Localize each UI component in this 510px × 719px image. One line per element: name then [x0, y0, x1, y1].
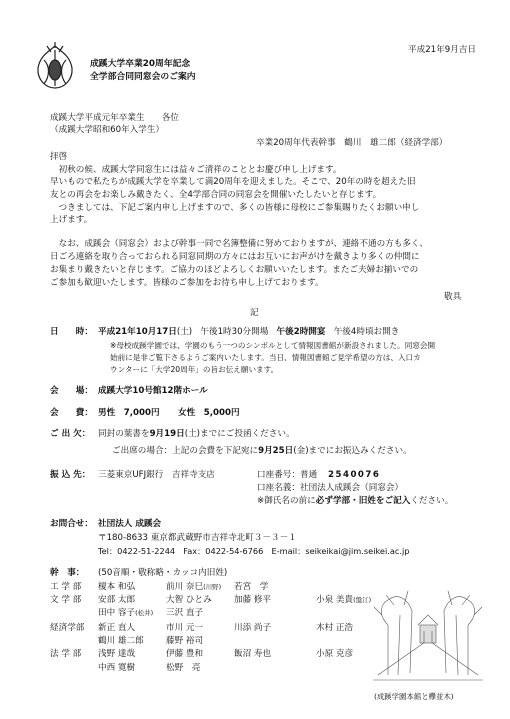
- datetime-open: 午後1時30分開場: [200, 327, 269, 337]
- organizer-name: [166, 622, 203, 634]
- ki-marker: 記: [250, 308, 259, 318]
- organizer-name: [316, 622, 353, 634]
- contact-label: お問合せ：: [50, 519, 93, 529]
- library-note-1: ※母校成蹊学園では、学園のもう一つのシンボルとして情報図書館が新設されました。同窓会開: [110, 341, 436, 350]
- para2-line2: 上げます。: [50, 215, 93, 225]
- datetime-start: 午後2時開宴: [276, 327, 326, 337]
- organizer-name-text: 中西 寛樹: [98, 663, 136, 673]
- organizer-name-text: 川添 尚子: [234, 623, 272, 633]
- transfer-note-b: 必ず学部・旧姓をご記入: [315, 496, 411, 506]
- library-note-2: 始前に是非ご覧下さるようご案内いたします。当日、情報図書館ご見学希望の方は、入口カ: [110, 353, 421, 362]
- organizer-name-text: 加藤 修平: [234, 595, 272, 605]
- organizer-name-text: 飯沼 寿也: [234, 649, 272, 659]
- recipients-line-1: 成蹊大学平成元年卒業生 各位: [50, 113, 179, 123]
- rsvp2-text-c: (金)までにお振込みください。: [293, 446, 412, 456]
- organizer-name-text: 安部 太郎: [98, 595, 136, 605]
- organizer-name: [234, 581, 268, 593]
- fee-female: 女性 5,000円: [178, 408, 240, 418]
- organizer-name: [316, 648, 353, 660]
- venue-label: 会 場：: [50, 386, 93, 396]
- para3-line3: お集まり戴きたいと存じます。ご協力のほどよろしくお願いいたします。またご夫婦お揃いでの: [50, 265, 419, 275]
- transfer-label: 振 込 先：: [50, 470, 91, 480]
- title-line-1: 成蹊大学卒業20周年記念: [90, 59, 191, 69]
- datetime-end: 午後4時頃お開き: [333, 327, 400, 337]
- organizer-name: [166, 581, 221, 593]
- datetime-label: 日 時：: [50, 327, 93, 337]
- organizers-note: (50音順・敬称略・カッコ内旧姓): [98, 568, 228, 578]
- library-note-3: ウンターに「大学20周年」の旨お伝え願います。: [110, 365, 279, 374]
- rsvp-line-1: [98, 428, 295, 440]
- title-line-2: 全学部合同同窓会のご案内: [90, 72, 196, 82]
- organizer-former-name: (松井): [135, 609, 154, 617]
- datetime-weekday: (土): [176, 327, 193, 337]
- organizers-label: 幹 事：: [50, 568, 85, 578]
- organizer-dept: 文 学 部: [50, 595, 82, 605]
- venue: 成蹊大学10号館12階ホール: [98, 386, 208, 396]
- organizer-name-text: 浅野 達哉: [98, 649, 136, 659]
- organizer-name-text: 藤野 裕司: [166, 636, 204, 646]
- transfer-note: [257, 495, 453, 507]
- organizer-name-text: 田中 容子: [98, 608, 136, 618]
- para3-line1: なお、成蹊会（同窓会）および幹事一同で名簿整備に努めておりますが、連絡不通の方も多く、: [50, 239, 428, 249]
- para1-line2: 早いもので私たちが成蹊大学を卒業して満20周年を迎えました。そこで、20年の時を超えた旧: [50, 177, 416, 187]
- contact-address: 〒180-8633 東京都武蔵野市吉祥寺北町３－３－１: [98, 533, 297, 543]
- organizer-former-name: (盤江): [353, 596, 372, 604]
- rsvp-deadline: 9月19日: [149, 429, 185, 439]
- account-number-label: 口座番号：普通: [257, 470, 318, 480]
- transfer-note-a: ※御氏名の前に: [257, 496, 316, 506]
- organizer-name: [98, 594, 135, 606]
- rsvp-label: ご 出 欠：: [50, 429, 91, 439]
- contact-org: 社団法人 成蹊会: [98, 519, 162, 529]
- organizer-dept: 法 学 部: [50, 649, 82, 659]
- organizer-name: [234, 622, 271, 634]
- contact-phone-email: Tel：0422-51-2244 Fax：0422-54-6766 E-mail：seikeikai@jim.seikei.ac.jp: [98, 546, 410, 556]
- transfer-note-c: ください。: [410, 496, 454, 506]
- organizer-name: [98, 635, 144, 647]
- illustration-caption: (成蹊学園本館と欅並木): [374, 692, 454, 701]
- bank: 三菱東京UFJ銀行 吉祥寺支店: [98, 470, 215, 480]
- issue-date: 平成21年9月吉日: [408, 45, 476, 55]
- organizer-name-text: 榎本 和弘: [98, 582, 136, 592]
- organizer-name-text: 木村 正浩: [316, 623, 354, 633]
- organizer-name: [166, 594, 212, 606]
- recipients-line-2: （成蹊大学昭和60年入学生）: [50, 125, 165, 135]
- seikei-logo: [30, 40, 80, 92]
- organizer-name-text: 新正 直人: [98, 623, 136, 633]
- fee-male: 男性 7,000円: [98, 408, 160, 418]
- organizer-name: [234, 594, 271, 606]
- organizer-name-text: 小原 克彦: [316, 649, 354, 659]
- payment-deadline: 9月25日: [258, 446, 294, 456]
- datetime-date: 平成21年10月17日: [98, 327, 177, 337]
- organizer-name-text: 前川 奈巳: [166, 582, 204, 592]
- datetime-value: [98, 326, 399, 338]
- organizer-name: [98, 622, 135, 634]
- organizer-name-text: 若宮 学: [234, 582, 269, 592]
- fee-label: 会 費：: [50, 408, 93, 418]
- organizer-name: [98, 607, 153, 619]
- para1-line3: 友との再会をお楽しみ戴きたく、全4学部合同の同窓会を開催いたしたいと存じます。: [50, 190, 382, 200]
- organizer-name-text: 小泉 美貴: [316, 595, 354, 605]
- organizer-name-text: 鶴川 雄二郎: [98, 636, 144, 646]
- organizer-name-text: 松野 亮: [166, 663, 201, 673]
- greeting: 拝啓: [50, 152, 68, 162]
- sender: 卒業20周年代表幹事 鶴川 雄二郎（経済学部）: [256, 138, 448, 148]
- para1-line1: 初秋の候、成蹊大学同窓生には益々ご清祥のこととお慶び申し上げます。: [50, 165, 342, 175]
- organizer-name: [166, 648, 203, 660]
- organizer-name-text: 大智 ひとみ: [166, 595, 212, 605]
- organizer-former-name: (川野): [203, 583, 222, 591]
- para3-line4: ご参加も歓迎いたします。皆様のご参加をお待ち申し上げております。: [50, 278, 324, 288]
- account-name: 口座名義：社団法人成蹊会（同窓会）: [257, 483, 404, 493]
- organizer-name: [166, 662, 200, 674]
- account-number: 2540076: [328, 470, 381, 480]
- organizer-name: [98, 662, 135, 674]
- organizer-name: [98, 581, 135, 593]
- para3-line2: 日ごろ連絡を取り合っておられる同窓同期の方々にはお互いにお声がけを戴きより多くの仲間に: [50, 252, 420, 262]
- closing: 敬具: [444, 292, 462, 302]
- rsvp1-text-a: 同封の葉書を: [98, 429, 150, 439]
- organizer-name: [316, 594, 371, 606]
- organizer-name-text: 伊藤 豊和: [166, 649, 204, 659]
- para2-line1: つきましては、下記ご案内申し上げますので、多くの皆様に母校にご参集賜りたくお願い申し: [50, 203, 420, 213]
- rsvp-line-2: [112, 445, 412, 457]
- rsvp1-text-c: (土)までにご投函ください。: [184, 429, 295, 439]
- organizer-name: [234, 648, 271, 660]
- organizer-dept: 工 学 部: [50, 582, 82, 592]
- organizer-name: [166, 607, 203, 619]
- campus-illustration: [368, 585, 488, 685]
- organizer-name: [166, 635, 203, 647]
- organizer-name-text: 三沢 直子: [166, 608, 204, 618]
- organizer-name: [98, 648, 135, 660]
- rsvp2-text-a: ご出席の場合：上記の会費を下記宛に: [112, 446, 259, 456]
- organizer-name-text: 市川 元一: [166, 623, 204, 633]
- organizer-dept: 経済学部: [50, 623, 85, 633]
